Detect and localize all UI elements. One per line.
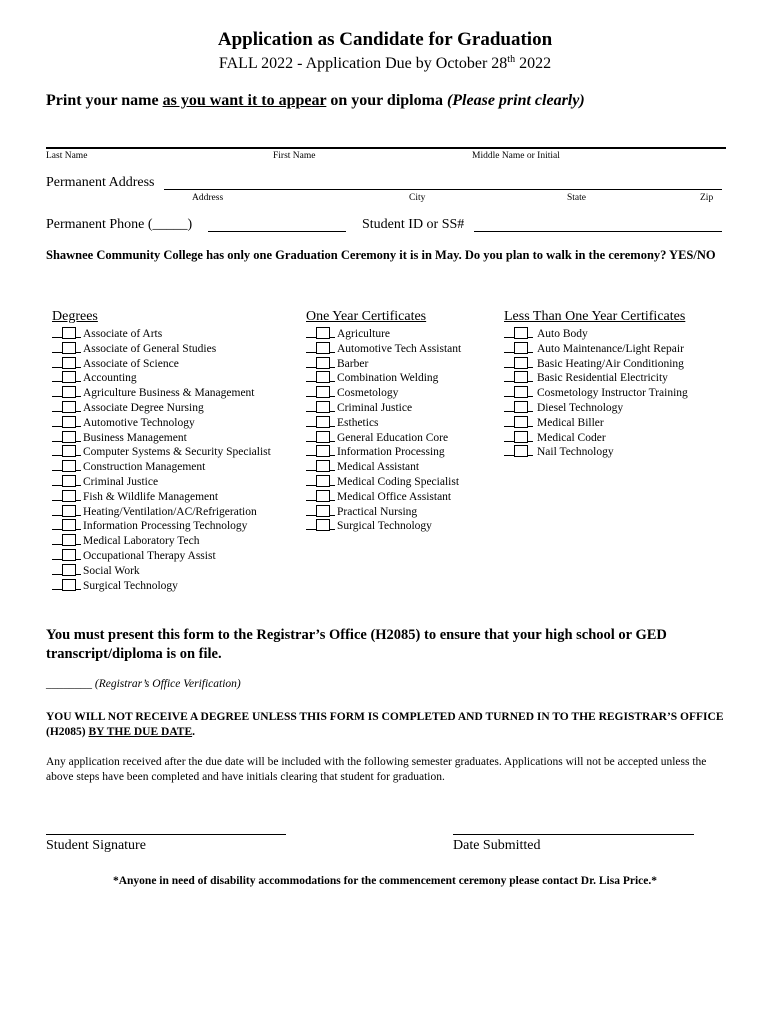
degrees-list [52, 326, 271, 592]
checkbox[interactable] [316, 505, 330, 517]
checkbox-label: Medical Laboratory Tech [83, 535, 200, 548]
checkbox[interactable] [316, 386, 330, 398]
permanent-address-label: Permanent Address [46, 175, 155, 190]
date-submitted-line[interactable] [453, 834, 694, 835]
underscore-line [528, 415, 533, 427]
checkbox-item[interactable] [52, 533, 271, 548]
underscore-line [504, 370, 514, 382]
underscore-line [504, 415, 514, 427]
checkbox-label: Esthetics [337, 416, 379, 429]
city-sublabel: City [409, 193, 426, 203]
underscore-line [52, 474, 62, 486]
checkbox-label: Social Work [83, 564, 140, 577]
checkbox-item[interactable] [306, 415, 461, 430]
underscore-line [330, 489, 335, 501]
checkbox-item[interactable] [306, 400, 461, 415]
underscore-line [330, 518, 335, 530]
checkbox-item[interactable] [52, 326, 271, 341]
less-than-one-year-list [504, 326, 688, 459]
checkbox[interactable] [514, 401, 528, 413]
underscore-line [528, 385, 533, 397]
checkbox-item[interactable] [52, 504, 271, 519]
checkbox-item[interactable] [306, 444, 461, 459]
checkbox-item[interactable] [52, 518, 271, 533]
checkbox-label: Agriculture Business & Management [83, 387, 255, 400]
name-heading: Print your name as you want it to appear on your diploma (Please print clearly) [46, 92, 585, 109]
checkbox-item[interactable] [306, 326, 461, 341]
underscore-line [52, 400, 62, 412]
underscore-line [330, 459, 335, 471]
checkbox-label: Medical Assistant [337, 461, 420, 474]
underscore-line [504, 430, 514, 442]
checkbox-label: Criminal Justice [337, 401, 413, 414]
checkbox[interactable] [316, 475, 330, 487]
checkbox-label: Medical Coder [537, 431, 606, 444]
underscore-line [76, 341, 81, 353]
underscore-line [330, 444, 335, 456]
underscore-line [52, 370, 62, 382]
checkbox-label: Criminal Justice [83, 475, 159, 488]
underscore-line [306, 341, 316, 353]
underscore-line [528, 370, 533, 382]
checkbox-label: Diesel Technology [537, 401, 624, 414]
checkbox-item[interactable] [52, 370, 271, 385]
ceremony-question: Shawnee Community College has only one Graduation Ceremony it is in May. Do you plan to walk in the ceremony? YES/NO [46, 248, 716, 262]
checkbox-label: Medical Coding Specialist [337, 475, 460, 488]
degree-notice: YOU WILL NOT RECEIVE A DEGREE UNLESS THIS FORM IS COMPLETED AND TURNED IN TO THE REGISTRAR’S OFFICE (H2085) BY THE DUE DATE. [46, 711, 724, 738]
underscore-line [330, 370, 335, 382]
underscore-line [52, 548, 62, 560]
checkbox[interactable] [62, 445, 76, 457]
degrees-heading: Degrees [52, 309, 98, 324]
underscore-line [76, 504, 81, 516]
registrar-verification: ________ (Registrar’s Office Verification) [46, 678, 241, 690]
underscore-line [76, 385, 81, 397]
checkbox-item[interactable] [306, 474, 461, 489]
checkbox[interactable] [514, 445, 528, 457]
checkbox-item[interactable] [306, 459, 461, 474]
checkbox[interactable] [62, 505, 76, 517]
checkbox-item[interactable] [52, 563, 271, 578]
underscore-line [306, 326, 316, 338]
checkbox-label: Information Processing Technology [83, 520, 248, 533]
checkbox-label: Computer Systems & Security Specialist [83, 446, 271, 459]
checkbox-label: Information Processing [337, 446, 445, 459]
underscore-line [330, 430, 335, 442]
checkbox-item[interactable] [504, 356, 688, 371]
underscore-line [52, 341, 62, 353]
checkbox-item[interactable] [52, 459, 271, 474]
underscore-line [306, 504, 316, 516]
checkbox-label: Associate of Science [83, 357, 179, 370]
checkbox-label: Associate of General Studies [83, 342, 217, 355]
checkbox-item[interactable] [52, 430, 271, 445]
checkbox-label: Associate of Arts [83, 328, 163, 340]
checkbox-item[interactable] [52, 400, 271, 415]
checkbox-item[interactable] [52, 415, 271, 430]
checkbox-label: Auto Maintenance/Light Repair [537, 342, 684, 355]
verification-blank[interactable]: ________ [46, 678, 92, 690]
checkbox-label: Surgical Technology [337, 520, 432, 533]
underscore-line [306, 474, 316, 486]
underscore-line [528, 356, 533, 368]
underscore-line [504, 385, 514, 397]
checkbox[interactable] [316, 401, 330, 413]
underscore-line [330, 415, 335, 427]
name-line[interactable] [46, 147, 726, 149]
checkbox-label: Basic Residential Electricity [537, 372, 668, 385]
underscore-line [76, 563, 81, 575]
underscore-line [76, 356, 81, 368]
checkbox[interactable] [62, 371, 76, 383]
phone-line[interactable] [208, 231, 346, 232]
checkbox[interactable] [62, 490, 76, 502]
checkbox[interactable] [62, 342, 76, 354]
underscore-line [330, 385, 335, 397]
student-signature-line[interactable] [46, 834, 286, 835]
disability-accommodation-note: *Anyone in need of disability accommodations for the commencement ceremony please contact Dr. Lisa Price.* [112, 875, 658, 887]
checkbox-item[interactable] [52, 385, 271, 400]
checkbox-label: Agriculture [337, 328, 391, 340]
underscore-line [306, 385, 316, 397]
checkbox-label: Surgical Technology [83, 579, 178, 592]
checkbox-label: Nail Technology [537, 446, 614, 459]
checkbox[interactable] [62, 357, 76, 369]
checkbox-label: Automotive Tech Assistant [337, 342, 462, 355]
checkbox-item[interactable] [52, 444, 271, 459]
checkbox[interactable] [514, 357, 528, 369]
checkbox-item[interactable] [306, 489, 461, 504]
late-application-policy: Any application received after the due date will be included with the following semester graduates. Applications will not be accepted unless the above steps have been completed and have initials clearing that student for graduation. [46, 756, 707, 783]
underscore-line [76, 533, 81, 545]
underscore-line [52, 533, 62, 545]
checkbox[interactable] [316, 371, 330, 383]
checkbox-item[interactable] [504, 444, 688, 459]
underscore-line [52, 385, 62, 397]
checkbox-item[interactable] [306, 430, 461, 445]
checkbox-label: Associate Degree Nursing [83, 401, 204, 414]
checkbox-label: Medical Biller [537, 416, 604, 429]
checkbox-label: Auto Body [537, 328, 588, 340]
checkbox[interactable] [62, 549, 76, 561]
checkbox[interactable] [514, 431, 528, 443]
underscore-line [76, 459, 81, 471]
checkbox[interactable] [514, 416, 528, 428]
underscore-line [528, 326, 533, 338]
checkbox-label: Fish & Wildlife Management [83, 490, 219, 503]
checkbox-label: Cosmetology Instructor Training [537, 387, 688, 400]
underscore-line [52, 415, 62, 427]
checkbox[interactable] [316, 445, 330, 457]
checkbox-item[interactable] [52, 356, 271, 371]
checkbox-item[interactable] [504, 370, 688, 385]
checkbox-item[interactable] [504, 341, 688, 356]
checkbox[interactable] [316, 342, 330, 354]
underscore-line [52, 504, 62, 516]
underscore-line [306, 518, 316, 530]
checkbox-item[interactable] [504, 326, 688, 341]
checkbox-item[interactable] [306, 504, 461, 519]
checkbox[interactable] [62, 579, 76, 591]
checkbox-item[interactable] [504, 430, 688, 445]
checkbox[interactable] [62, 401, 76, 413]
underscore-line [52, 356, 62, 368]
underscore-line [528, 430, 533, 442]
checkbox[interactable] [316, 357, 330, 369]
middle-name-label: Middle Name or Initial [472, 151, 560, 161]
underscore-line [306, 489, 316, 501]
checkbox-label: Practical Nursing [337, 505, 418, 518]
last-name-label: Last Name [46, 151, 88, 161]
checkbox[interactable] [62, 564, 76, 576]
checkbox-label: Occupational Therapy Assist [83, 549, 216, 562]
checkbox[interactable] [514, 327, 528, 339]
checkbox[interactable] [62, 460, 76, 472]
underscore-line [330, 400, 335, 412]
first-name-label: First Name [273, 151, 316, 161]
checkbox[interactable] [514, 371, 528, 383]
underscore-line [306, 430, 316, 442]
underscore-line [52, 326, 62, 338]
underscore-line [306, 370, 316, 382]
underscore-line [528, 444, 533, 456]
checkbox[interactable] [316, 460, 330, 472]
checkbox-label: Medical Office Assistant [337, 490, 452, 503]
checkbox[interactable] [316, 416, 330, 428]
underscore-line [76, 474, 81, 486]
underscore-line [52, 459, 62, 471]
underscore-line [76, 400, 81, 412]
one-year-certificates-list [306, 326, 461, 533]
checkbox-item[interactable] [306, 356, 461, 371]
underscore-line [52, 444, 62, 456]
checkbox-item[interactable] [52, 341, 271, 356]
underscore-line [306, 415, 316, 427]
checkbox[interactable] [62, 431, 76, 443]
checkbox-label: Accounting [83, 372, 137, 385]
checkbox-label: Construction Management [83, 461, 206, 474]
underscore-line [306, 459, 316, 471]
checkbox-item[interactable] [52, 578, 271, 593]
underscore-line [76, 415, 81, 427]
underscore-line [76, 489, 81, 501]
checkbox-item[interactable] [306, 341, 461, 356]
checkbox[interactable] [316, 327, 330, 339]
student-id-line[interactable] [474, 231, 722, 232]
checkbox-label: Heating/Ventilation/AC/Refrigeration [83, 505, 257, 518]
checkbox-label: Combination Welding [337, 372, 439, 385]
checkbox[interactable] [62, 519, 76, 531]
date-submitted-label: Date Submitted [453, 838, 541, 853]
underscore-line [76, 370, 81, 382]
underscore-line [504, 341, 514, 353]
underscore-line [330, 356, 335, 368]
underscore-line [52, 489, 62, 501]
underscore-line [52, 578, 62, 590]
underscore-line [330, 326, 335, 338]
underscore-line [504, 444, 514, 456]
student-signature-label: Student Signature [46, 838, 146, 853]
checkbox[interactable] [514, 386, 528, 398]
checkbox[interactable] [62, 416, 76, 428]
underscore-line [76, 578, 81, 590]
underscore-line [76, 518, 81, 530]
checkbox[interactable] [316, 519, 330, 531]
checkbox[interactable] [62, 386, 76, 398]
underscore-line [306, 356, 316, 368]
underscore-line [528, 400, 533, 412]
checkbox-item[interactable] [52, 548, 271, 563]
checkbox[interactable] [316, 431, 330, 443]
checkbox-item[interactable] [504, 400, 688, 415]
checkbox-item[interactable] [306, 518, 461, 533]
checkbox-label: Basic Heating/Air Conditioning [537, 357, 684, 370]
checkbox-item[interactable] [306, 385, 461, 400]
checkbox[interactable] [62, 327, 76, 339]
checkbox-item[interactable] [306, 370, 461, 385]
checkbox-item[interactable] [504, 415, 688, 430]
underscore-line [306, 400, 316, 412]
checkbox[interactable] [316, 490, 330, 502]
checkbox-label: General Education Core [337, 431, 449, 444]
checkbox[interactable] [62, 475, 76, 487]
checkbox-label: Business Management [83, 431, 187, 444]
underscore-line [76, 430, 81, 442]
state-sublabel: State [567, 193, 586, 203]
checkbox-label: Barber [337, 357, 369, 370]
underscore-line [52, 563, 62, 575]
underscore-line [76, 548, 81, 560]
form-subtitle: FALL 2022 - Application Due by October 28th 2022 [218, 54, 552, 72]
underscore-line [330, 504, 335, 516]
checkbox[interactable] [62, 534, 76, 546]
underscore-line [52, 430, 62, 442]
underscore-line [528, 341, 533, 353]
checkbox-label: Automotive Technology [83, 416, 195, 429]
underscore-line [330, 341, 335, 353]
underscore-line [504, 356, 514, 368]
student-id-label: Student ID or SS# [362, 217, 465, 232]
underscore-line [76, 444, 81, 456]
permanent-phone-label: Permanent Phone (_____) [46, 217, 193, 232]
underscore-line [504, 400, 514, 412]
checkbox-item[interactable] [52, 489, 271, 504]
registrar-instruction: You must present this form to the Registrar’s Office (H2085) to ensure that your high school or GED transcript/diploma is on file. [46, 627, 667, 662]
underscore-line [306, 444, 316, 456]
address-sublabel: Address [192, 193, 224, 203]
underscore-line [330, 474, 335, 486]
checkbox-item[interactable] [52, 474, 271, 489]
less-than-one-year-heading: Less Than One Year Certificates [504, 309, 686, 324]
one-year-certificates-heading: One Year Certificates [306, 309, 427, 324]
zip-sublabel: Zip [700, 193, 714, 203]
checkbox-label: Cosmetology [337, 387, 399, 400]
underscore-line [52, 518, 62, 530]
underscore-line [504, 326, 514, 338]
checkbox[interactable] [514, 342, 528, 354]
checkbox-item[interactable] [504, 385, 688, 400]
underscore-line [76, 326, 81, 338]
address-line[interactable] [164, 189, 722, 190]
form-title: Application as Candidate for Graduation [217, 29, 553, 50]
